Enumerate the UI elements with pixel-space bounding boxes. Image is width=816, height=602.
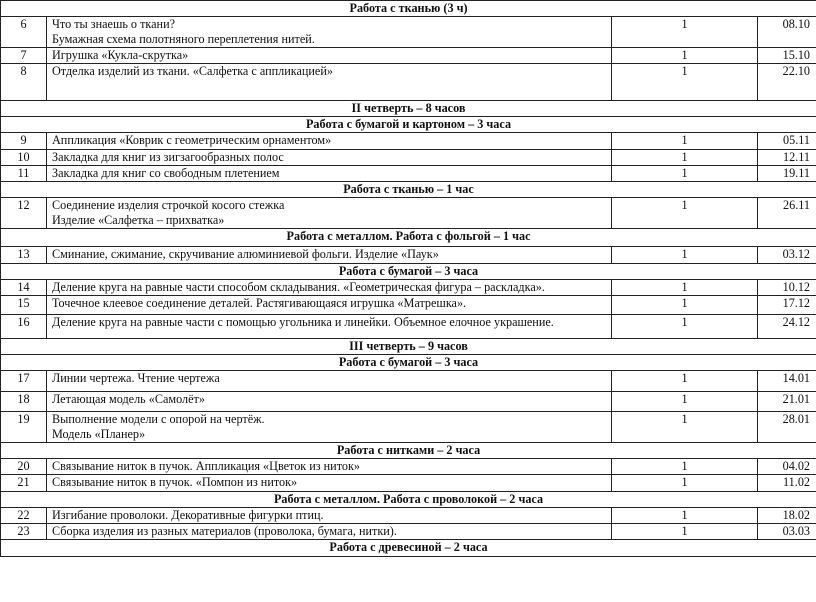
lesson-hours: 1 [612,198,758,229]
lesson-number: 20 [1,459,47,475]
lesson-number: 11 [1,166,47,182]
lesson-date: 17.12 [758,296,816,315]
lesson-date: 24.12 [758,315,816,339]
lesson-row [1,64,816,101]
lesson-number: 18 [1,392,47,412]
lesson-hours: 1 [612,392,758,412]
lesson-topic-line: Что ты знаешь о ткани? [52,17,175,31]
lesson-row [1,133,816,150]
lesson-topic [47,296,612,315]
lesson-topic-line: Выполнение модели с опорой на чертёж. [52,412,265,426]
lesson-number: 17 [1,371,47,392]
lesson-date: 08.10 [758,17,816,48]
lesson-row [1,371,816,392]
lesson-row [1,315,816,339]
lesson-number: 12 [1,198,47,229]
lesson-row [1,459,816,475]
lesson-date: 05.11 [758,133,816,150]
section-title: Работа с древесиной – 2 часа [1,540,816,557]
section-header-row [1,443,816,459]
lesson-date: 03.12 [758,247,816,264]
lesson-date: 22.10 [758,64,816,101]
lesson-topic [47,524,612,540]
lesson-topic-line: Деление круга на равные части с помощью угольника и линейки. Объемное елочное украшение. [52,315,554,329]
lesson-number: 9 [1,133,47,150]
lesson-number: 10 [1,150,47,166]
lesson-date: 11.02 [758,475,816,492]
section-title: Работа с металлом. Работа с проволокой – 2 часа [1,492,816,508]
lesson-topic [47,412,612,443]
lesson-hours: 1 [612,524,758,540]
section-header-row [1,182,816,198]
lesson-row [1,280,816,296]
lesson-topic [47,17,612,48]
lesson-row [1,150,816,166]
lesson-topic-line: Бумажная схема полотняного переплетения нитей. [52,32,315,46]
lesson-topic-line: Соединение изделия строчкой косого стежка [52,198,285,212]
lesson-topic-line: Деление круга на равные части способом складывания. «Геометрическая фигура – раскладка». [52,280,545,294]
lesson-topic-line: Линии чертежа. Чтение чертежа [52,371,220,385]
section-title: Работа с тканью – 1 час [1,182,816,198]
lesson-hours: 1 [612,48,758,64]
lesson-topic [47,508,612,524]
lesson-topic [47,459,612,475]
lesson-hours: 1 [612,64,758,101]
lesson-date: 04.02 [758,459,816,475]
lesson-topic [47,198,612,229]
lesson-hours: 1 [612,371,758,392]
lesson-row [1,475,816,492]
lesson-topic [47,133,612,150]
section-header-row [1,355,816,371]
lesson-row [1,508,816,524]
lesson-number: 21 [1,475,47,492]
lesson-topic [47,371,612,392]
section-header-row [1,339,816,355]
lesson-topic-line: Закладка для книг из зигзагообразных полос [52,150,284,164]
lesson-hours: 1 [612,280,758,296]
lesson-number: 16 [1,315,47,339]
lesson-topic [47,150,612,166]
lesson-hours: 1 [612,475,758,492]
section-header-row [1,540,816,557]
section-title: Работа с бумагой – 3 часа [1,264,816,280]
lesson-row [1,166,816,182]
lesson-hours: 1 [612,412,758,443]
lesson-row [1,524,816,540]
lesson-row [1,296,816,315]
lesson-hours: 1 [612,166,758,182]
lesson-date: 12.11 [758,150,816,166]
section-title: II четверть – 8 часов [1,101,816,117]
lesson-date: 28.01 [758,412,816,443]
lesson-topic-line: Игрушка «Кукла-скрутка» [52,48,189,62]
section-title: Работа с бумагой – 3 часа [1,355,816,371]
lesson-topic-line: Сборка изделия из разных материалов (проволока, бумага, нитки). [52,524,397,538]
lesson-hours: 1 [612,315,758,339]
section-title: III четверть – 9 часов [1,339,816,355]
lesson-hours: 1 [612,296,758,315]
lesson-number: 13 [1,247,47,264]
section-title: Работа с тканью (3 ч) [1,1,816,17]
section-header-row [1,264,816,280]
lesson-topic-line: Связывание ниток в пучок. Аппликация «Цветок из ниток» [52,459,360,473]
lesson-topic [47,280,612,296]
section-header-row [1,101,816,117]
lesson-topic [47,64,612,101]
lesson-topic [47,247,612,264]
lesson-date: 03.03 [758,524,816,540]
section-header-row [1,117,816,133]
lesson-number: 6 [1,17,47,48]
lesson-row [1,198,816,229]
lesson-plan-body [1,1,816,557]
lesson-hours: 1 [612,247,758,264]
lesson-row [1,247,816,264]
lesson-date: 15.10 [758,48,816,64]
lesson-hours: 1 [612,150,758,166]
lesson-topic-line: Связывание ниток в пучок. «Помпон из ниток» [52,475,298,489]
section-header-row [1,229,816,247]
lesson-hours: 1 [612,17,758,48]
section-header-row [1,1,816,17]
lesson-topic [47,392,612,412]
lesson-date: 26.11 [758,198,816,229]
section-title: Работа с металлом. Работа с фольгой – 1 час [1,229,816,247]
lesson-row [1,17,816,48]
lesson-number: 19 [1,412,47,443]
section-title: Работа с бумагой и картоном – 3 часа [1,117,816,133]
lesson-hours: 1 [612,508,758,524]
lesson-topic-line: Закладка для книг со свободным плетением [52,166,280,180]
lesson-topic-line: Модель «Планер» [52,427,146,441]
lesson-number: 14 [1,280,47,296]
lesson-date: 14.01 [758,371,816,392]
lesson-date: 21.01 [758,392,816,412]
section-title: Работа с нитками – 2 часа [1,443,816,459]
lesson-topic [47,48,612,64]
lesson-topic-line: Отделка изделий из ткани. «Салфетка с аппликацией» [52,64,333,78]
lesson-row [1,412,816,443]
lesson-number: 7 [1,48,47,64]
lesson-topic-line: Точечное клеевое соединение деталей. Растягивающаяся игрушка «Матрешка». [52,296,467,310]
lesson-topic-line: Изделие «Салфетка – прихватка» [52,213,225,227]
lesson-hours: 1 [612,459,758,475]
lesson-topic-line: Сминание, сжимание, скручивание алюминиевой фольги. Изделие «Паук» [52,247,439,261]
lesson-number: 15 [1,296,47,315]
lesson-number: 22 [1,508,47,524]
lesson-topic [47,315,612,339]
lesson-row [1,392,816,412]
lesson-number: 8 [1,64,47,101]
lesson-topic-line: Летающая модель «Самолёт» [52,392,205,406]
lesson-date: 18.02 [758,508,816,524]
lesson-row [1,48,816,64]
lesson-topic [47,475,612,492]
lesson-date: 10.12 [758,280,816,296]
lesson-topic-line: Аппликация «Коврик с геометрическим орнаментом» [52,133,332,147]
section-header-row [1,492,816,508]
lesson-date: 19.11 [758,166,816,182]
lesson-topic [47,166,612,182]
lesson-topic-line: Изгибание проволоки. Декоративные фигурки птиц. [52,508,324,522]
lesson-number: 23 [1,524,47,540]
lesson-hours: 1 [612,133,758,150]
